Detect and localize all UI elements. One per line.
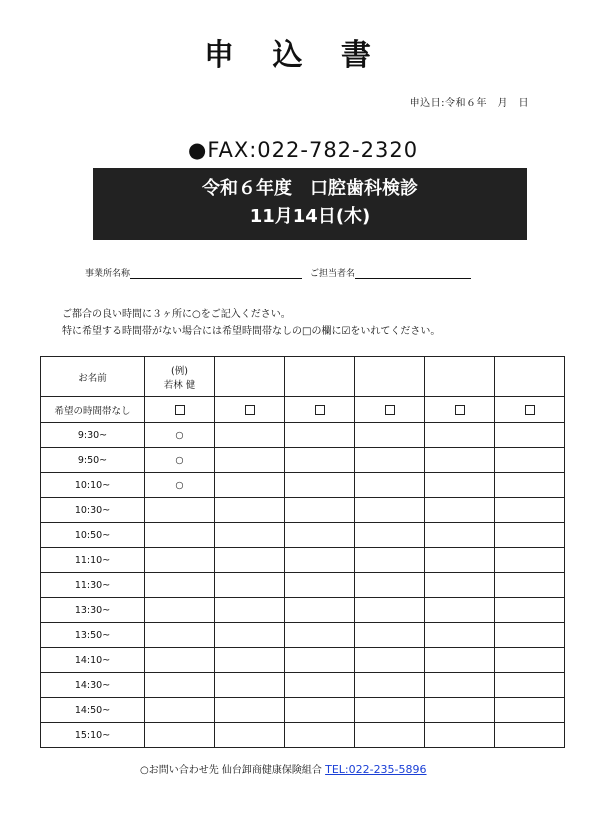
time-slot-cell[interactable] — [285, 473, 355, 498]
no-preference-checkbox[interactable] — [285, 397, 355, 423]
time-slot-cell[interactable] — [425, 648, 495, 673]
time-slot-row — [41, 498, 565, 523]
time-slot-cell[interactable] — [355, 648, 425, 673]
time-slot-cell[interactable] — [355, 598, 425, 623]
example-mark-cell: ○ — [145, 448, 215, 473]
time-slot-cell[interactable] — [215, 423, 285, 448]
time-slot-cell[interactable] — [355, 573, 425, 598]
name-cell[interactable] — [495, 357, 565, 397]
time-slot-cell[interactable] — [355, 498, 425, 523]
time-slot-label: 14:50~ — [41, 698, 145, 723]
time-slot-cell[interactable] — [215, 623, 285, 648]
time-slot-cell[interactable] — [285, 548, 355, 573]
time-slot-cell[interactable] — [355, 723, 425, 748]
fax-number: ●FAX:022-782-2320 — [188, 138, 419, 162]
time-slot-cell[interactable] — [425, 723, 495, 748]
time-slot-cell[interactable] — [285, 498, 355, 523]
time-slot-cell[interactable] — [215, 548, 285, 573]
time-slot-cell[interactable] — [425, 598, 495, 623]
time-slot-cell[interactable] — [355, 623, 425, 648]
application-date: 申込日:令和６年 月 日 — [409, 98, 529, 109]
time-slot-cell[interactable] — [495, 723, 565, 748]
header-row — [41, 357, 565, 397]
time-slot-label: 9:30~ — [41, 423, 145, 448]
time-slot-cell[interactable] — [215, 648, 285, 673]
contact-name-label: ご担当者名 — [310, 269, 356, 279]
no-preference-label: 希望の時間帯なし — [41, 397, 145, 423]
time-slot-cell[interactable] — [215, 598, 285, 623]
time-slot-label: 10:10~ — [41, 473, 145, 498]
time-slot-cell[interactable] — [495, 548, 565, 573]
no-preference-row — [41, 397, 565, 423]
time-slot-row — [41, 723, 565, 748]
time-slot-row — [41, 548, 565, 573]
name-cell[interactable] — [215, 357, 285, 397]
time-slot-cell[interactable] — [425, 523, 495, 548]
time-slot-row — [41, 448, 565, 473]
time-slot-row — [41, 523, 565, 548]
instruction-note-1: ご都合の良い時間に３ヶ所に○をご記入ください。 — [62, 309, 291, 320]
name-cell[interactable] — [285, 357, 355, 397]
time-slot-cell[interactable] — [495, 598, 565, 623]
name-header: お名前 — [41, 357, 145, 397]
contact-name-line[interactable] — [355, 267, 471, 279]
time-slot-cell[interactable] — [495, 698, 565, 723]
time-slot-cell[interactable] — [285, 423, 355, 448]
contact-tel-link[interactable]: TEL:022-235-5896 — [325, 763, 427, 776]
time-slot-cell[interactable] — [425, 623, 495, 648]
time-slot-cell[interactable] — [285, 673, 355, 698]
no-preference-checkbox[interactable] — [355, 397, 425, 423]
time-slot-cell[interactable] — [355, 473, 425, 498]
example-mark-cell — [145, 698, 215, 723]
no-preference-checkbox[interactable] — [215, 397, 285, 423]
time-slot-cell[interactable] — [355, 448, 425, 473]
time-slot-cell[interactable] — [495, 623, 565, 648]
time-slot-row — [41, 573, 565, 598]
time-slot-cell[interactable] — [285, 448, 355, 473]
example-mark-cell — [145, 523, 215, 548]
schedule-table — [40, 356, 565, 748]
example-mark-cell — [145, 673, 215, 698]
time-slot-cell[interactable] — [215, 498, 285, 523]
time-slot-cell[interactable] — [215, 698, 285, 723]
time-slot-cell[interactable] — [425, 498, 495, 523]
page-title: 申 込 書 — [204, 38, 385, 73]
office-name-line[interactable] — [130, 267, 302, 279]
example-mark-cell — [145, 598, 215, 623]
time-slot-row — [41, 598, 565, 623]
time-slot-cell[interactable] — [285, 598, 355, 623]
banner-title: 令和６年度 口腔歯科検診 — [202, 178, 418, 199]
time-slot-cell[interactable] — [495, 498, 565, 523]
time-slot-label: 11:10~ — [41, 548, 145, 573]
time-slot-cell[interactable] — [425, 423, 495, 448]
time-slot-label: 15:10~ — [41, 723, 145, 748]
time-slot-label: 10:30~ — [41, 498, 145, 523]
time-slot-row — [41, 648, 565, 673]
time-slot-cell[interactable] — [215, 723, 285, 748]
contact-org: ○お問い合わせ先 仙台卸商健康保険組合 — [140, 765, 322, 776]
no-preference-checkbox[interactable] — [495, 397, 565, 423]
time-slot-cell[interactable] — [285, 623, 355, 648]
example-mark-cell — [145, 723, 215, 748]
time-slot-cell[interactable] — [425, 573, 495, 598]
time-slot-row — [41, 673, 565, 698]
example-mark-cell — [145, 498, 215, 523]
time-slot-cell[interactable] — [495, 448, 565, 473]
example-mark-cell — [145, 573, 215, 598]
time-slot-cell[interactable] — [495, 523, 565, 548]
example-cell — [145, 357, 215, 397]
example-mark-cell — [145, 648, 215, 673]
time-slot-cell[interactable] — [285, 698, 355, 723]
time-slot-cell[interactable] — [425, 673, 495, 698]
time-slot-cell[interactable] — [215, 448, 285, 473]
time-slot-row — [41, 473, 565, 498]
banner-date: 11月14日(木) — [249, 206, 371, 227]
time-slot-cell[interactable] — [215, 673, 285, 698]
example-mark-cell: ○ — [145, 423, 215, 448]
time-slot-cell[interactable] — [285, 523, 355, 548]
time-slot-cell[interactable] — [285, 723, 355, 748]
time-slot-label: 13:30~ — [41, 598, 145, 623]
name-cell[interactable] — [355, 357, 425, 397]
time-slot-cell[interactable] — [215, 473, 285, 498]
time-slot-row — [41, 623, 565, 648]
time-slot-label: 9:50~ — [41, 448, 145, 473]
time-slot-cell[interactable] — [495, 648, 565, 673]
example-label: (例) — [171, 365, 188, 377]
example-mark-cell — [145, 623, 215, 648]
time-slot-cell[interactable] — [285, 573, 355, 598]
example-mark-cell — [145, 548, 215, 573]
time-slot-cell[interactable] — [215, 523, 285, 548]
time-slot-cell[interactable] — [425, 548, 495, 573]
event-banner — [93, 168, 527, 240]
time-slot-row — [41, 698, 565, 723]
time-slot-cell[interactable] — [355, 423, 425, 448]
time-slot-label: 14:10~ — [41, 648, 145, 673]
time-slot-cell[interactable] — [355, 698, 425, 723]
example-name: 若林 健 — [163, 379, 196, 391]
time-slot-label: 10:50~ — [41, 523, 145, 548]
footer-contact — [140, 761, 427, 776]
time-slot-cell[interactable] — [355, 523, 425, 548]
time-slot-cell[interactable] — [285, 648, 355, 673]
time-slot-cell[interactable] — [495, 673, 565, 698]
time-slot-cell[interactable] — [425, 473, 495, 498]
time-slot-cell[interactable] — [495, 473, 565, 498]
time-slot-cell[interactable] — [425, 448, 495, 473]
time-slot-cell[interactable] — [355, 548, 425, 573]
contact-name-field[interactable] — [310, 266, 471, 279]
office-name-label: 事業所名称 — [85, 269, 131, 279]
time-slot-cell[interactable] — [425, 698, 495, 723]
no-preference-checkbox[interactable] — [145, 397, 215, 423]
no-preference-checkbox[interactable] — [425, 397, 495, 423]
time-slot-row — [41, 423, 565, 448]
time-slot-label: 11:30~ — [41, 573, 145, 598]
time-slot-cell[interactable] — [495, 423, 565, 448]
office-name-field[interactable] — [85, 266, 302, 279]
time-slot-cell[interactable] — [495, 573, 565, 598]
time-slot-cell[interactable] — [215, 573, 285, 598]
example-mark-cell: ○ — [145, 473, 215, 498]
name-cell[interactable] — [425, 357, 495, 397]
time-slot-label: 14:30~ — [41, 673, 145, 698]
time-slot-label: 13:50~ — [41, 623, 145, 648]
instruction-note-2: 特に希望する時間帯がない場合には希望時間帯なしの□の欄に☑をいれてください。 — [62, 326, 441, 337]
time-slot-cell[interactable] — [355, 673, 425, 698]
